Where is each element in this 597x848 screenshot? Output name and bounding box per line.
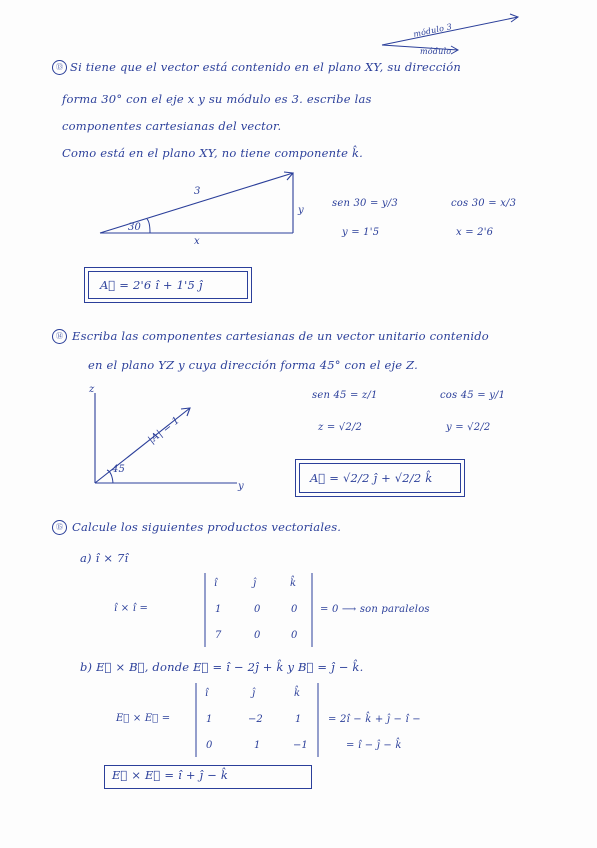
matrix-a-cell: 1 <box>215 604 222 615</box>
problem-4-line2: en el plano YZ y cuya dirección forma 45° con el eje Z. <box>88 358 418 372</box>
matrix-b-result-1: = 2î − k̂ + ĵ − î − <box>328 714 421 725</box>
angle-45: 45 <box>112 464 126 475</box>
matrix-b-cell: 1 <box>295 714 302 725</box>
matrix-b-cell: î <box>205 688 209 699</box>
diagram-y-label: y <box>298 205 304 216</box>
axis-y-label: y <box>238 481 244 492</box>
matrix-b-cell: −1 <box>293 740 308 751</box>
problem-4-number: ⑭ <box>52 329 67 344</box>
problem-4-line1: Escriba las componentes cartesianas de un vector unitario contenido <box>72 329 489 343</box>
problem-5-line1: Calcule los siguientes productos vectoriales. <box>72 520 342 534</box>
eq-cos-45: cos 45 = y/1 <box>440 390 506 401</box>
matrix-b-cell: ĵ <box>252 688 256 699</box>
problem-3-line1: Si tiene que el vector está contenido en el plano XY, su dirección <box>70 60 461 74</box>
matrix-b-cell: 1 <box>206 714 213 725</box>
matrix-a-cell: 0 <box>291 630 298 641</box>
diagram-angle: 30 <box>128 222 142 233</box>
matrix-a-cell: 0 <box>254 604 261 615</box>
matrix-a-cell: k̂ <box>290 578 297 589</box>
answer-5: E⃗ × E⃗ = î + ĵ − k̂ <box>112 768 228 782</box>
axis-z-label: z <box>89 384 95 395</box>
matrix-a-cell: 7 <box>215 630 222 641</box>
corner-module-label: módulo 3 <box>412 22 453 39</box>
result-y-45: y = √2/2 <box>446 422 491 433</box>
problem-3-number: ⑬ <box>52 60 67 75</box>
matrix-a-result: = 0 ⟶ son paralelos <box>320 604 430 615</box>
result-z: z = √2/2 <box>318 422 363 433</box>
matrix-a-cell: ĵ <box>253 578 257 589</box>
eq-cos-30: cos 30 = x/3 <box>451 198 517 209</box>
diagram-magnitude: 3 <box>194 186 201 197</box>
matrix-a-cell: 0 <box>254 630 261 641</box>
matrix-b-cell: k̂ <box>294 688 301 699</box>
corner-module-label-2: módulo <box>420 47 452 56</box>
vector-magnitude: |A| = 1 <box>146 414 182 447</box>
result-x: x = 2'6 <box>456 227 494 238</box>
matrix-b-cell: −2 <box>248 714 263 725</box>
diagram-x-label: x <box>194 236 200 247</box>
answer-4: A⃗ = √2/2 ĵ + √2/2 k̂ <box>310 471 433 485</box>
answer-3: A⃗ = 2'6 î + 1'5 ĵ <box>100 278 203 292</box>
matrix-a-lhs: î × î = <box>114 603 149 614</box>
eq-sin-30: sen 30 = y/3 <box>332 198 398 209</box>
matrix-b-cell: 1 <box>254 740 261 751</box>
matrix-a-cell: 0 <box>291 604 298 615</box>
problem-5-number: ⑮ <box>52 520 67 535</box>
eq-sin-45: sen 45 = z/1 <box>312 390 378 401</box>
matrix-b-result-2: = î − ĵ − k̂ <box>346 740 402 751</box>
result-y: y = 1'5 <box>342 227 380 238</box>
problem-3-line2: forma 30° con el eje x y su módulo es 3. escribe las <box>62 92 372 106</box>
matrix-b-cell: 0 <box>206 740 213 751</box>
part-a: a) î × 7î <box>80 551 129 565</box>
matrix-a-cell: î <box>214 578 218 589</box>
problem-3-line3: componentes cartesianas del vector. <box>62 119 282 133</box>
problem-3-line4: Como está en el plano XY, no tiene componente k̂. <box>62 146 363 160</box>
part-b: b) E⃗ × B⃗, donde E⃗ = î − 2ĵ + k̂ y B⃗ = ĵ − k̂. <box>80 660 364 674</box>
matrix-b-lhs: E⃗ × E⃗ = <box>116 713 171 724</box>
